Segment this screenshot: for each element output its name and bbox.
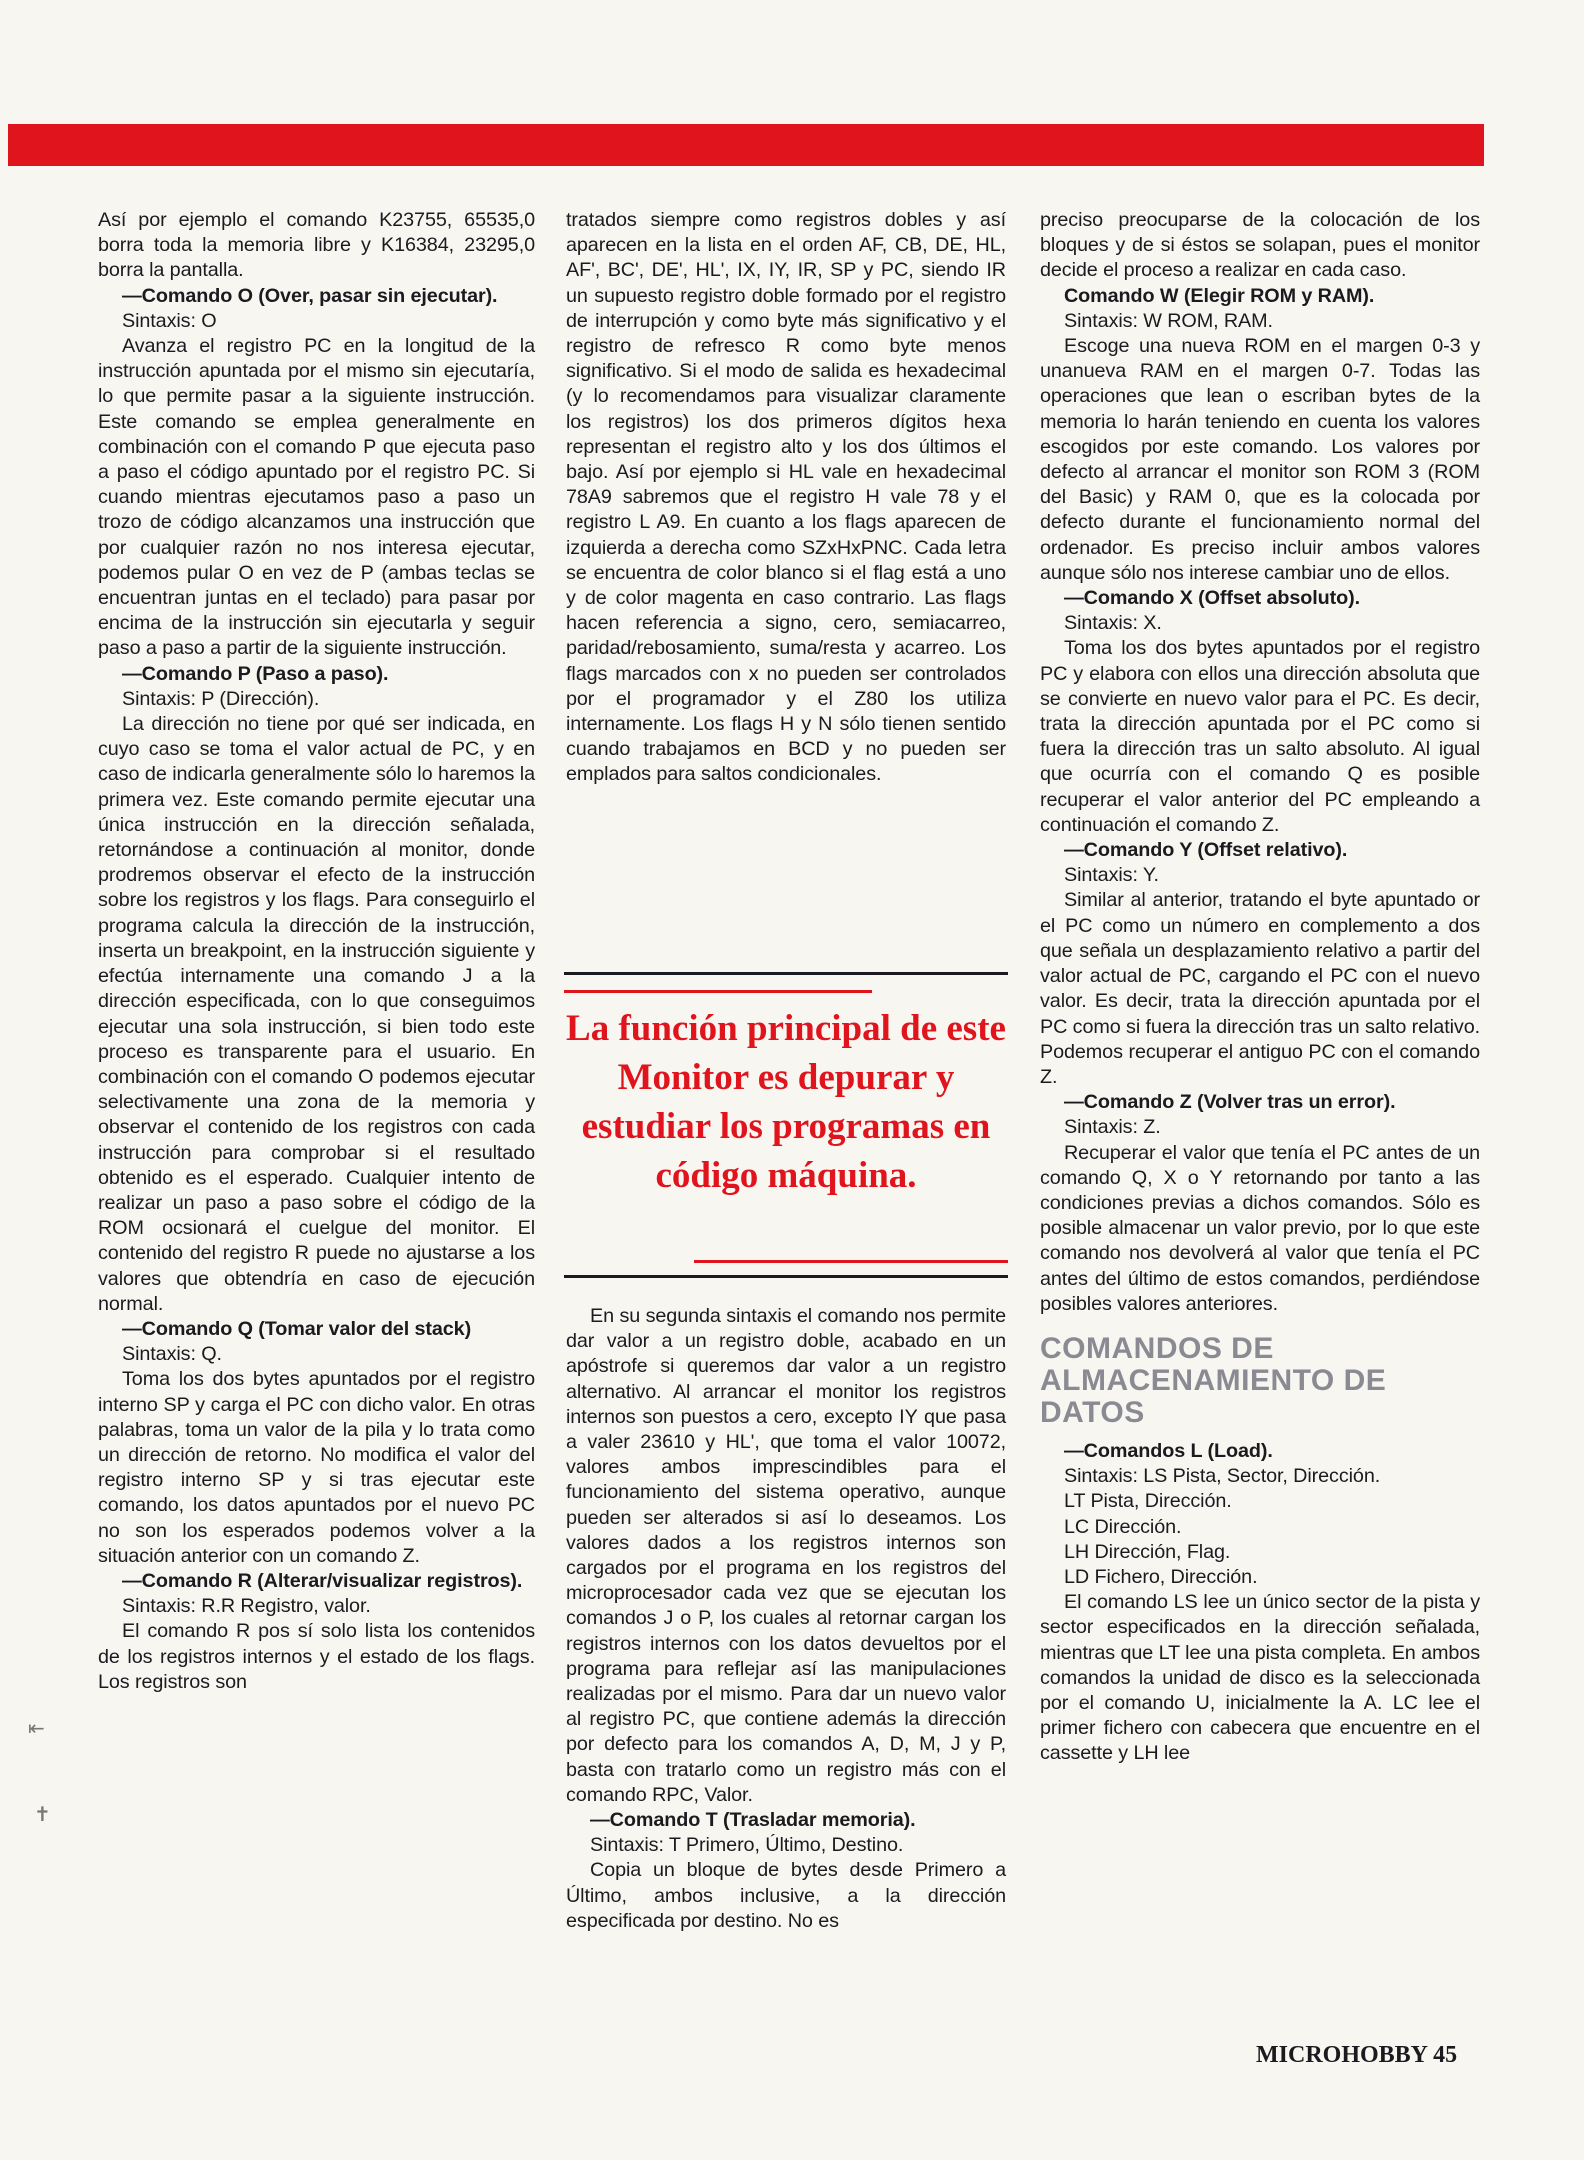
command-heading: —Comandos L (Load).	[1064, 1439, 1273, 1462]
paragraph: La dirección no tiene por qué ser indicada, en cuyo caso se toma el valor actual de PC, y en caso de indicarla generalmente sólo lo haremos la primera vez. Este comando permite ejecutar una única instrucción en la dirección señalada, retornándose a continuación al monitor, donde prodremos observar el efecto de la instrucción sobre los registros y los flags. Para conseguirlo el programa calcula la dirección de la instrucción, inserta un breakpoint, en la instrucción siguiente y efectúa internamente una comando J a la dirección especificada, con lo que conseguimos ejecutar una sola instrucción, si bien todo este proceso es transparente para el usuario. En combinación con el comando O podemos ejecutar selectivamente una zona de la memoria y observar el contenido de los registros con cada instrucción para comprobar si el resultado obtenido es el esperado. Cualquier intento de realizar un paso a paso sobre el código de la ROM ocsionará el cuelgue del monitor. El contenido del registro R puede no ajustarse a los valores que obtendría en caso de ejecución normal.	[98, 713, 535, 1315]
command-heading: —Comando X (Offset absoluto).	[1064, 587, 1361, 610]
syntax-line: Sintaxis: Z.	[1064, 1116, 1161, 1139]
text-column-1	[98, 208, 535, 1695]
pull-quote-red-rule-top	[564, 990, 872, 993]
syntax-line: Sintaxis: LS Pista, Sector, Dirección.	[1064, 1465, 1381, 1488]
syntax-line: Sintaxis: P (Dirección).	[122, 687, 320, 710]
command-heading: Comando W (Elegir ROM y RAM).	[1064, 284, 1375, 307]
syntax-line: Sintaxis: T Primero, Último, Destino.	[590, 1834, 904, 1857]
syntax-line: LD Fichero, Dirección.	[1064, 1565, 1258, 1588]
paragraph: Similar al anterior, tratando el byte apuntado or el PC como un número en complemento a dos que señala un desplazamiento relativo a partir del valor actual de PC, cargando el PC con el nuevo valor. Es decir, trata la dirección apuntada por el PC como si fuera la dirección tras un salto relativo. Podemos recuperar el antiguo PC con el comando Z.	[1040, 889, 1480, 1088]
syntax-line: Sintaxis: R.R Registro, valor.	[122, 1595, 371, 1618]
pull-quote-red-rule-bottom	[694, 1260, 1008, 1263]
binding-mark-icon: ⇤	[28, 1718, 45, 1740]
page-footer: MICROHOBBY 45	[1256, 2042, 1458, 2068]
command-heading: —Comando Q (Tomar valor del stack)	[122, 1317, 472, 1340]
paragraph: Escoge una nueva ROM en el margen 0-3 y unanueva RAM en el margen 0-7. Todas las operaciones que lean o escriban bytes de la memoria lo harán teniendo en cuenta los valores escogidos por este comando. Los valores por defecto al arrancar el monitor son ROM 3 (ROM del Basic) y RAM 0, que es la colocada por defecto durante el funcionamiento normal del ordenador. Es preciso incluir ambos valores aunque sólo nos interese cambiar uno de ellos.	[1040, 335, 1480, 584]
paragraph: El comando LS lee un único sector de la pista y sector especificados en la dirección señalada, mientras que LT lee una pista completa. En ambos comandos la unidad de disco es la seleccionada por el comando U, inicialmente la A. LC lee el primer fichero con cabecera que encuentre en el cassette y LH lee	[1040, 1591, 1480, 1765]
syntax-line: Sintaxis: W ROM, RAM.	[1064, 309, 1273, 332]
syntax-line: Sintaxis: O	[122, 309, 217, 332]
syntax-line: LH Dirección, Flag.	[1064, 1540, 1231, 1563]
command-heading: —Comando Z (Volver tras un error).	[1064, 1091, 1396, 1114]
paragraph: preciso preocuparse de la colocación de los bloques y de si éstos se solapan, pues el monitor decide el proceso a realizar en cada caso.	[1040, 209, 1480, 282]
pull-quote-rule-top	[564, 972, 1008, 975]
paragraph: Así por ejemplo el comando K23755, 65535,0 borra toda la memoria libre y K16384, 23295,0 borra la pantalla.	[98, 209, 535, 282]
syntax-line: Sintaxis: X.	[1064, 612, 1162, 635]
paragraph: En su segunda sintaxis el comando nos permite dar valor a un registro doble, acabado en un apóstrofe si queremos dar valor a un registro alternativo. Al arrancar el monitor los registros internos son puestos a cero, excepto IY que pasa a valer 23610 y HL', que toma el valor 10072, valores ambos imprescindibles para el funcionamiento del sistema operativo, aunque pueden ser alterados si así lo deseamos. Los valores dados a los registros internos son cargados por el programa en los registros del microprocesador cada vez que se ejecutan los comandos J o P, los cuales al retornar cargan los registros internos con los datos devueltos por el programa para reflejar así las manipulaciones realizadas por el mismo. Para dar un nuevo valor al registro PC, que contiene además la dirección por defecto para los comandos A, D, M, J y P, basta con tratarlo como un registro más con el comando RPC, Valor.	[566, 1305, 1006, 1806]
section-heading: COMANDOS DE ALMACENAMIENTO DE DATOS	[1040, 1331, 1387, 1429]
paragraph: tratados siempre como registros dobles y así aparecen en la lista en el orden AF, CB, DE, HL, AF', BC', DE', HL', IX, IY, IR, SP y PC, siendo IR un supuesto registro doble formado por el registro de interrupción y como byte más significativo y el registro de refresco R como byte menos significativo. Si el modo de salida es hexadecimal (y lo recomendamos para visualizar claramente los registros) los dos primeros dígitos hexa representan el registro alto y los dos últimos el bajo. Así por ejemplo si HL vale en hexadecimal 78A9 sabremos que el registro H vale 78 y el registro L A9. En cuanto a los flags aparecen de izquierda a derecha como SZxHxPNC. Cada letra se encuentra de color blanco si el flag está a uno y de color magenta en caso contrario. Las flags hacen referencia a signo, cero, semiacarreo, paridad/rebosamiento, suma/resta y acarreo. Los flags marcados con x no pueden ser controlados por el programador y el Z80 los utiliza internamente. Los flags H y N sólo tienen sentido cuando trabajamos en BCD y no pueden ser emplados para saltos condicionales.	[566, 209, 1006, 786]
pull-quote	[564, 968, 1008, 1280]
paragraph: Toma los dos bytes apuntados por el registro PC y elabora con ellos una dirección absoluta que se convierte en nuevo valor para el PC. Es decir, trata la dirección apuntada por el PC como si fuera la dirección tras un salto absoluto. Al igual que ocurría con el comando Q es posible recuperar el valor anterior del PC empleando a continuación el comando Z.	[1040, 637, 1480, 836]
syntax-line: Sintaxis: Q.	[122, 1343, 222, 1366]
paragraph: Copia un bloque de bytes desde Primero a Último, ambos inclusive, a la dirección especificada por destino. No es	[566, 1859, 1006, 1932]
syntax-line: Sintaxis: Y.	[1064, 864, 1159, 887]
text-column-2	[566, 208, 1006, 788]
paragraph: Avanza el registro PC en la longitud de la instrucción apuntada por el mismo sin ejecutaría, lo que permite pasar a la siguiente instrucción. Este comando se emplea generalmente en combinación con el comando P que ejecuta paso a paso el código apuntado por el registro PC. Si cuando mientras ejecutamos paso a paso un trozo de código alcanzamos una instrucción que por cualquier razón no nos interesa ejecutar, podemos pular O en vez de P (ambas teclas se encuentran juntas en el teclado) para pasar por encima de la instrucción sin ejecutarla y seguir paso a paso a partir de la siguiente instrucción.	[98, 335, 535, 660]
syntax-line: LC Dirección.	[1064, 1515, 1182, 1538]
text-column-2-lower	[566, 1304, 1006, 1934]
command-heading: —Comando P (Paso a paso).	[122, 662, 389, 685]
command-heading: —Comando T (Trasladar memoria).	[590, 1809, 916, 1832]
paragraph: Toma los dos bytes apuntados por el registro interno SP y carga el PC con dicho valor. En otras palabras, toma un valor de la pila y lo trata como un dirección de retorno. No modifica el valor del registro interno SP y si tras ejecutar este comando, los datos apuntados por el nuevo PC no son los esperados podemos volver a la situación anterior con un comando Z.	[98, 1368, 535, 1567]
pull-quote-rule-bottom	[564, 1275, 1008, 1278]
command-heading: —Comando O (Over, pasar sin ejecutar).	[122, 284, 498, 307]
paragraph: Recuperar el valor que tenía el PC antes de un comando Q, X o Y retornando por tanto a las condiciones previas a dichos comandos. Sólo es posible almacenar un valor previo, por lo que este comando nos devolverá al valor que tenía el PC antes del último de estos comandos, perdiéndose posibles valores anteriores.	[1040, 1141, 1480, 1315]
syntax-line: LT Pista, Dirección.	[1064, 1490, 1232, 1513]
binding-mark-icon: ✝	[34, 1804, 51, 1826]
command-heading: —Comando R (Alterar/visualizar registros).	[122, 1569, 523, 1592]
command-heading: —Comando Y (Offset relativo).	[1064, 839, 1348, 862]
header-red-bar	[8, 124, 1484, 166]
text-column-3	[1040, 208, 1480, 1767]
pull-quote-text: La función principal de este Monitor es depurar y estudiar los programas en código máquina.	[566, 1008, 1006, 1196]
paragraph: El comando R pos sí solo lista los contenidos de los registros internos y el estado de los flags. Los registros son	[98, 1620, 535, 1693]
